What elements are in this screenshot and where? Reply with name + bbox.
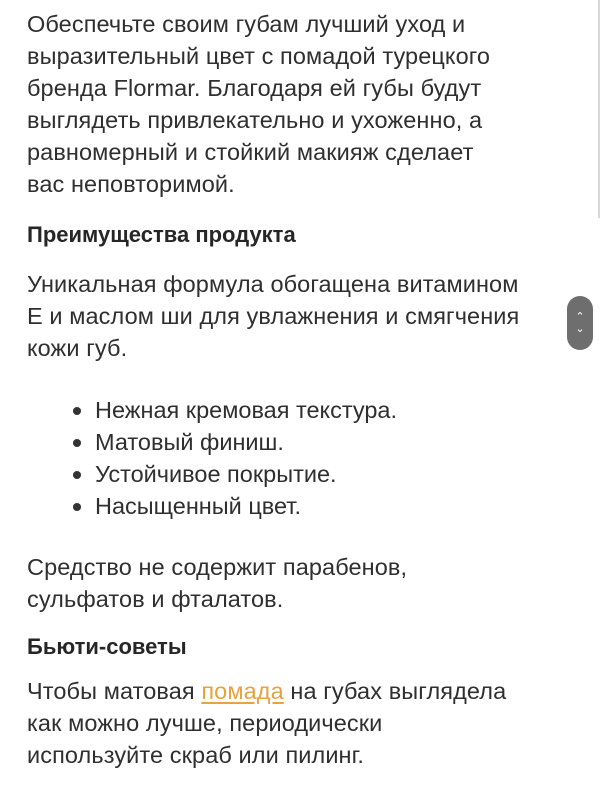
benefits-heading: Преимущества продукта	[27, 222, 296, 247]
free-from-line: сульфатов и фталатов.	[27, 586, 284, 612]
list-item: Матовый финиш.	[71, 426, 397, 458]
intro-line: Обеспечьте своим губам лучший уход и	[27, 11, 466, 37]
tips-heading: Бьюти-советы	[27, 634, 187, 659]
tips-text: на губах выглядела	[283, 678, 507, 704]
intro-line: равномерный и стойкий макияж сделает	[27, 139, 474, 165]
formula-paragraph	[27, 268, 587, 364]
tips-text: используйте скраб или пилинг.	[27, 742, 365, 768]
intro-line: выразительный цвет с помадой турецкого	[27, 43, 491, 69]
tips-text: как можно лучше, периодически	[27, 710, 383, 736]
formula-line: Уникальная формула обогащена витамином	[27, 271, 519, 297]
chevron-up-icon: ⌃	[575, 310, 585, 323]
lipstick-link[interactable]: помада	[201, 678, 284, 704]
intro-paragraph	[27, 8, 587, 200]
tips-text: Чтобы матовая	[27, 678, 202, 704]
list-item: Нежная кремовая текстура.	[71, 394, 397, 426]
chevron-down-icon: ⌄	[575, 322, 585, 335]
list-item: Устойчивое покрытие.	[71, 458, 397, 490]
formula-line: Е и маслом ши для увлажнения и смягчения	[27, 303, 520, 329]
formula-line: кожи губ.	[27, 335, 128, 361]
list-item: Насыщенный цвет.	[71, 490, 397, 522]
tips-paragraph	[27, 675, 587, 771]
fast-scroll-handle[interactable]	[567, 296, 593, 350]
intro-line: бренда Flormar. Благодаря ей губы будут	[27, 75, 482, 101]
benefits-list	[71, 394, 397, 522]
free-from-line: Средство не содержит парабенов,	[27, 554, 408, 580]
free-from-paragraph	[27, 551, 587, 615]
intro-line: выглядеть привлекательно и ухоженно, а	[27, 107, 483, 133]
intro-line: вас неповторимой.	[27, 171, 235, 197]
